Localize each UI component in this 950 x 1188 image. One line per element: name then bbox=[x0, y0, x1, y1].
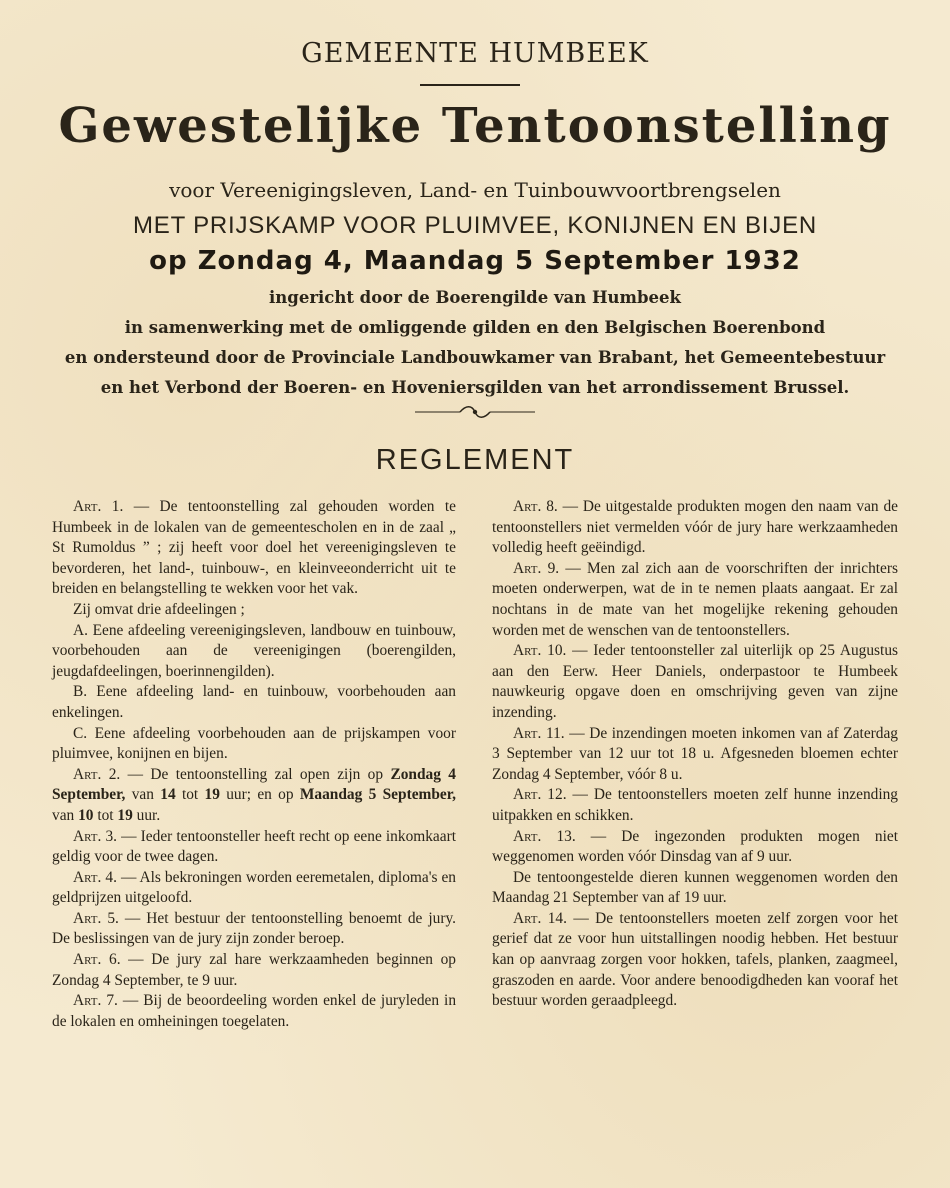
article-14 bbox=[492, 909, 898, 1012]
article-label: Art. 5. bbox=[73, 909, 119, 927]
article-text-bold: 19 bbox=[117, 806, 133, 824]
article-text: — Men zal zich aan de voorschriften der inrichters moeten onderwerpen, wat de in te nemen plaats aangaat. Er zal nochtans in de mate van het mogelijke rekening gehouden worden met de wenschen van de tentoonstellers. bbox=[492, 559, 899, 639]
article-text: tot bbox=[93, 806, 118, 824]
article-paragraph: C. Eene afdeeling voorbehouden aan de prijskampen voor pluimvee, konijnen en bijen. bbox=[52, 724, 456, 763]
article-1 bbox=[52, 497, 456, 600]
article-text: van bbox=[125, 786, 161, 804]
article-2 bbox=[52, 765, 456, 827]
article-text: — De jury zal hare werkzaamheden beginnen op Zondag 4 September, te 9 uur. bbox=[52, 951, 456, 989]
article-label: Art. 3. bbox=[73, 827, 118, 845]
article-9 bbox=[492, 559, 898, 641]
article-text-bold: 19 bbox=[204, 786, 220, 804]
article-13 bbox=[492, 827, 898, 868]
article-label: Art. 10. bbox=[513, 642, 567, 660]
organizer-line: en het Verbond der Boeren- en Hoveniersgilden van het arrondissement Brussel. bbox=[100, 378, 850, 397]
article-label: Art. 4. bbox=[73, 868, 117, 886]
article-text-bold: 10 bbox=[78, 806, 94, 824]
document-title: Gewestelijke Tentoonstelling bbox=[58, 98, 892, 154]
article-text: uur; en op bbox=[219, 786, 300, 804]
article-6 bbox=[52, 950, 456, 991]
article-text: — De uitgestalde produkten mogen den naam van de tentoonstellers niet vermelden vóór de jury hare werkzaamheden volledig heeft geëindigd. bbox=[492, 498, 898, 557]
right-column bbox=[492, 497, 898, 1012]
article-12 bbox=[492, 785, 898, 826]
article-3 bbox=[52, 827, 456, 868]
article-text: — Bij de beoordeeling worden enkel de juryleden in de lokalen en omheiningen toegelaten. bbox=[52, 992, 457, 1030]
article-text: — Ieder tentoonsteller heeft recht op eene inkomkaart geldig voor de twee dagen. bbox=[52, 827, 456, 866]
article-label: Art. 14. bbox=[513, 909, 567, 927]
article-label: Art. 2. bbox=[73, 765, 121, 783]
article-text-bold: 14 bbox=[160, 786, 176, 804]
article-text: — De tentoonstelling zal gehouden worden te Humbeek in de lokalen van de gemeentescholen en in de zaal „ St Rumoldus ” ; zij heeft voor doel het vereenigingsleven te bevorderen, het land-, tuinbouw-, en kleinveeonderricht uit te breiden en belangstelling te wekken voor het vak. bbox=[52, 498, 456, 598]
article-label: Art. 8. bbox=[513, 498, 558, 515]
section-title: REGLEMENT bbox=[375, 444, 575, 476]
article-text: — Als bekroningen worden eeremetalen, diploma's en geldprijzen uitgeloofd. bbox=[52, 868, 457, 907]
article-4 bbox=[52, 868, 456, 909]
organizer-line: en ondersteund door de Provinciale Landbouwkamer van Brabant, het Gemeentebestuur bbox=[64, 348, 886, 367]
article-7 bbox=[52, 991, 456, 1032]
article-text: — De tentoonstellers moeten zelf zorgen voor het gerief dat ze voor hun uitstallingen noodig hebben. Het bestuur kan op aanvraag zorgen voor hokken, tafels, planken, zaagmeel, graszoden en aarde. Voor andere benoodigdheden kan vooraf het bestuur worden geraadpleegd. bbox=[492, 909, 898, 1010]
article-paragraph: A. Eene afdeeling vereenigingsleven, landbouw en tuinbouw, voorbehouden aan de vereenigingen (boerengilden, jeugdafdeelingen, boerinnengilden). bbox=[52, 621, 456, 680]
article-text: — Ieder tentoonsteller zal uiterlijk op 25 Augustus aan den Eerw. Heer Daniels, onderpastoor te Humbeek nauwkeurig opgave doen en omschrijving geven van zijne inzending. bbox=[492, 642, 899, 721]
article-10 bbox=[492, 641, 898, 723]
article-label: Art. 11. bbox=[513, 724, 565, 742]
article-8 bbox=[492, 497, 898, 559]
article-text: — De tentoonstelling zal open zijn op bbox=[120, 765, 391, 783]
article-text: — De ingezonden produkten mogen niet weggenomen worden vóór Dinsdag van af 9 uur. bbox=[492, 827, 898, 866]
organizer-line: in samenwerking met de omliggende gilden en den Belgischen Boerenbond bbox=[124, 318, 826, 337]
article-11 bbox=[492, 724, 898, 786]
article-text-bold: Zondag 4 September, bbox=[52, 765, 456, 804]
article-paragraph: De tentoongestelde dieren kunnen weggenomen worden den Maandag 21 September van af 19 uur. bbox=[492, 868, 898, 907]
article-paragraph: Zij omvat drie afdeelingen ; bbox=[73, 600, 245, 618]
article-label: Art. 6. bbox=[73, 951, 121, 969]
article-5 bbox=[52, 909, 456, 950]
event-dates: op Zondag 4, Maandag 5 September 1932 bbox=[149, 246, 801, 276]
municipality-heading: GEMEENTE HUMBEEK bbox=[301, 38, 649, 69]
article-text: — De inzendingen moeten inkomen van af Zaterdag 3 September van 12 uur tot 18 u. Afgesneden bloemen echter Zondag 4 September, vóór 8 u. bbox=[492, 724, 898, 783]
document-subtitle: voor Vereenigingsleven, Land- en Tuinbouwvoortbrengselen bbox=[169, 178, 781, 202]
heading-rule bbox=[420, 84, 520, 86]
ornament-divider bbox=[410, 402, 540, 422]
article-text-bold: Maandag 5 September, bbox=[299, 786, 457, 804]
article-label: Art. 9. bbox=[513, 559, 560, 577]
article-label: Art. 13. bbox=[513, 827, 576, 845]
article-text: — Het bestuur der tentoonstelling benoemt de jury. De beslissingen van de jury zijn zonder beroep. bbox=[52, 909, 456, 948]
organizer-line: ingericht door de Boerengilde van Humbeek bbox=[269, 288, 681, 307]
competition-line: MET PRIJSKAMP VOOR PLUIMVEE, KONIJNEN EN BIJEN bbox=[132, 212, 818, 239]
left-column bbox=[52, 497, 456, 1032]
article-label: Art. 7. bbox=[73, 992, 118, 1010]
article-label: Art. 12. bbox=[513, 786, 567, 804]
article-text: van bbox=[52, 806, 79, 824]
article-text: tot bbox=[175, 786, 205, 804]
article-text: — De tentoonstellers moeten zelf hunne inzending uitpakken en schikken. bbox=[492, 786, 898, 824]
article-paragraph: B. Eene afdeeling land- en tuinbouw, voorbehouden aan enkelingen. bbox=[52, 683, 456, 721]
article-text: uur. bbox=[132, 806, 161, 824]
article-label: Art. 1. bbox=[73, 498, 124, 515]
